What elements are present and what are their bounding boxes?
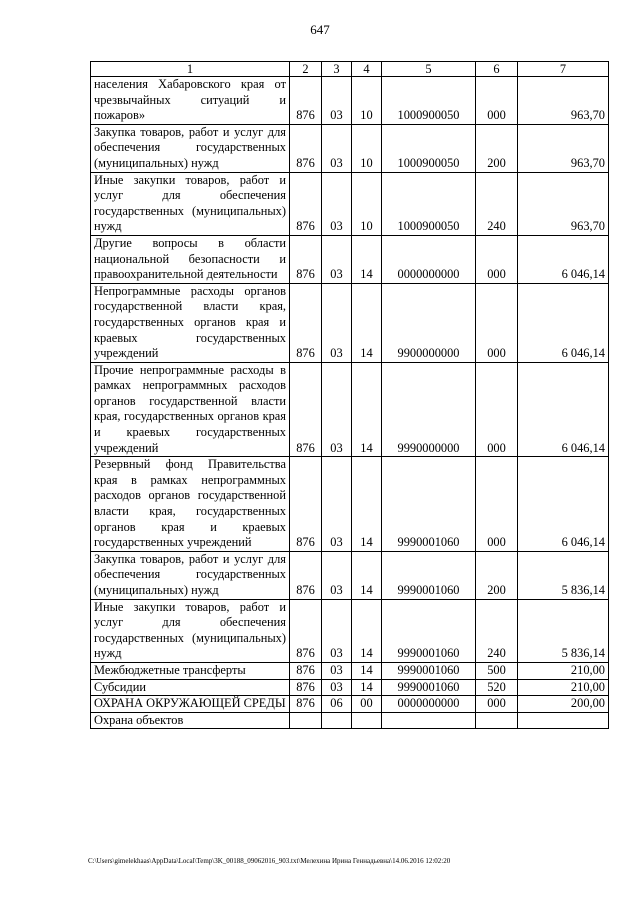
cell-section: 03 — [322, 235, 352, 283]
cell-admin-code: 876 — [290, 283, 322, 362]
cell-subsection — [352, 712, 382, 729]
budget-table — [90, 61, 609, 729]
cell-name: населения Хабаровского края от чрезвычайных ситуаций и пожаров» — [91, 77, 290, 125]
cell-subsection: 14 — [352, 457, 382, 552]
cell-admin-code: 876 — [290, 362, 322, 457]
cell-amount: 6 046,14 — [518, 457, 609, 552]
table-row — [91, 599, 609, 662]
cell-admin-code: 876 — [290, 124, 322, 172]
cell-expense-type: 240 — [476, 599, 518, 662]
cell-subsection: 14 — [352, 662, 382, 679]
cell-admin-code: 876 — [290, 172, 322, 235]
column-header: 7 — [518, 62, 609, 77]
cell-target-item: 9990001060 — [382, 679, 476, 696]
cell-expense-type: 000 — [476, 457, 518, 552]
cell-name: Субсидии — [91, 679, 290, 696]
cell-section: 03 — [322, 599, 352, 662]
header-row — [91, 62, 609, 77]
table-row — [91, 172, 609, 235]
cell-name: Непрограммные расходы органов государственной власти края, государственных органов края и краевых государственных учреждений — [91, 283, 290, 362]
cell-name: Иные закупки товаров, работ и услуг для обеспечения государственных (муниципальных) нужд — [91, 599, 290, 662]
cell-subsection: 14 — [352, 599, 382, 662]
cell-name: Резервный фонд Правительства края в рамках непрограммных расходов органов государственной власти края, государственных органов края и краевых государственных учреждений — [91, 457, 290, 552]
cell-expense-type: 000 — [476, 77, 518, 125]
cell-expense-type: 000 — [476, 235, 518, 283]
cell-target-item: 9990001060 — [382, 662, 476, 679]
table-row — [91, 551, 609, 599]
column-header: 1 — [91, 62, 290, 77]
column-header: 2 — [290, 62, 322, 77]
cell-expense-type: 200 — [476, 551, 518, 599]
cell-admin-code: 876 — [290, 696, 322, 713]
page-number: 647 — [310, 22, 330, 37]
cell-subsection: 14 — [352, 362, 382, 457]
cell-expense-type: 500 — [476, 662, 518, 679]
cell-amount: 6 046,14 — [518, 362, 609, 457]
cell-admin-code: 876 — [290, 662, 322, 679]
cell-subsection: 10 — [352, 172, 382, 235]
cell-subsection: 14 — [352, 235, 382, 283]
cell-subsection: 00 — [352, 696, 382, 713]
cell-admin-code — [290, 712, 322, 729]
cell-name: Закупка товаров, работ и услуг для обеспечения государственных (муниципальных) нужд — [91, 551, 290, 599]
cell-amount: 963,70 — [518, 124, 609, 172]
table-row — [91, 712, 609, 729]
cell-admin-code: 876 — [290, 235, 322, 283]
cell-target-item: 9990001060 — [382, 457, 476, 552]
cell-amount: 963,70 — [518, 77, 609, 125]
cell-target-item: 0000000000 — [382, 235, 476, 283]
cell-admin-code: 876 — [290, 551, 322, 599]
column-header: 5 — [382, 62, 476, 77]
cell-name: Межбюджетные трансферты — [91, 662, 290, 679]
cell-section — [322, 712, 352, 729]
cell-subsection: 10 — [352, 77, 382, 125]
cell-section: 03 — [322, 679, 352, 696]
cell-amount: 5 836,14 — [518, 551, 609, 599]
table-row — [91, 77, 609, 125]
cell-amount: 6 046,14 — [518, 283, 609, 362]
table-row — [91, 235, 609, 283]
cell-section: 03 — [322, 172, 352, 235]
cell-section: 03 — [322, 124, 352, 172]
cell-amount: 963,70 — [518, 172, 609, 235]
file-path-footer: C:\Users\gimelekhaas\AppData\Local\Temp\3K_00188_09062016_903.txt\Мелехина Ирина Геннадьевна\14.06.2016 12:02:20 — [88, 857, 451, 865]
table-row — [91, 662, 609, 679]
cell-name: Иные закупки товаров, работ и услуг для обеспечения государственных (муниципальных) нужд — [91, 172, 290, 235]
cell-name: Другие вопросы в области национальной безопасности и правоохранительной деятельности — [91, 235, 290, 283]
table-row — [91, 283, 609, 362]
cell-section: 03 — [322, 457, 352, 552]
cell-section: 03 — [322, 77, 352, 125]
cell-expense-type: 200 — [476, 124, 518, 172]
table-body — [91, 77, 609, 729]
cell-name: ОХРАНА ОКРУЖАЮЩЕЙ СРЕДЫ — [91, 696, 290, 713]
cell-section: 03 — [322, 283, 352, 362]
cell-name: Охрана объектов — [91, 712, 290, 729]
cell-target-item: 9990001060 — [382, 599, 476, 662]
cell-target-item: 0000000000 — [382, 696, 476, 713]
cell-amount: 200,00 — [518, 696, 609, 713]
cell-admin-code: 876 — [290, 679, 322, 696]
cell-section: 03 — [322, 662, 352, 679]
cell-target-item: 9990001060 — [382, 551, 476, 599]
cell-name: Прочие непрограммные расходы в рамках непрограммных расходов органов государственной власти края, государственных органов края и краевых государственных учреждений — [91, 362, 290, 457]
cell-target-item: 1000900050 — [382, 172, 476, 235]
cell-expense-type: 000 — [476, 362, 518, 457]
cell-section: 06 — [322, 696, 352, 713]
cell-target-item: 1000900050 — [382, 124, 476, 172]
cell-amount: 210,00 — [518, 662, 609, 679]
cell-expense-type: 000 — [476, 696, 518, 713]
cell-subsection: 14 — [352, 679, 382, 696]
cell-amount: 210,00 — [518, 679, 609, 696]
table-row — [91, 362, 609, 457]
table-row — [91, 696, 609, 713]
table-row — [91, 124, 609, 172]
column-header: 6 — [476, 62, 518, 77]
cell-amount: 5 836,14 — [518, 599, 609, 662]
cell-target-item: 9990000000 — [382, 362, 476, 457]
cell-expense-type: 520 — [476, 679, 518, 696]
cell-target-item: 1000900050 — [382, 77, 476, 125]
cell-subsection: 14 — [352, 283, 382, 362]
cell-target-item — [382, 712, 476, 729]
cell-expense-type: 000 — [476, 283, 518, 362]
cell-section: 03 — [322, 551, 352, 599]
table-row — [91, 679, 609, 696]
column-header: 3 — [322, 62, 352, 77]
table-row — [91, 457, 609, 552]
cell-subsection: 14 — [352, 551, 382, 599]
cell-admin-code: 876 — [290, 599, 322, 662]
cell-subsection: 10 — [352, 124, 382, 172]
cell-expense-type: 240 — [476, 172, 518, 235]
cell-amount — [518, 712, 609, 729]
cell-name: Закупка товаров, работ и услуг для обеспечения государственных (муниципальных) нужд — [91, 124, 290, 172]
column-header: 4 — [352, 62, 382, 77]
cell-admin-code: 876 — [290, 77, 322, 125]
cell-amount: 6 046,14 — [518, 235, 609, 283]
cell-expense-type — [476, 712, 518, 729]
cell-section: 03 — [322, 362, 352, 457]
cell-target-item: 9900000000 — [382, 283, 476, 362]
cell-admin-code: 876 — [290, 457, 322, 552]
